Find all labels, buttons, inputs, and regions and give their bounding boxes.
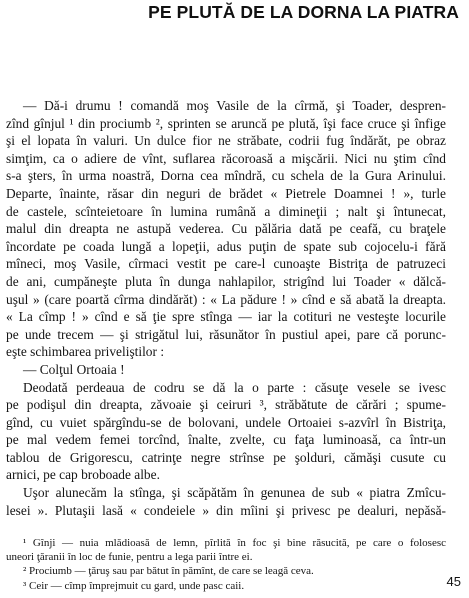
text-line: pe podişul din dreapta, zăvoaie şi ceiruri ³, străbătute de cărări ; spume- — [6, 397, 446, 413]
text-line: s-a şters, în urma noastră, Dorna cea mîndră, cu schela de la Gura Arinului. — [6, 168, 446, 184]
text-line: mîneci, moş Vasile, cîrmaci vestit pe care-l cunoaşte Bistriţa de patruzeci — [6, 256, 446, 272]
body-text — [6, 97, 446, 519]
footnote-line: uneori ţăranii în loc de funie, pentru a lega parii între ei. — [6, 551, 253, 564]
text-line: pe unde trecem — şi strigătul lui, răsunător în pustiul apei, pare că porunc- — [6, 326, 446, 342]
text-line: eşte schimbarea priveliştilor : — [6, 344, 165, 360]
text-line: lesei ». Plutaşii lasă « condeiele » din mîini şi privesc pe dealuri, nepăsă- — [6, 502, 446, 518]
text-line: pe mal vedem femei torcînd, înalte, zvelte, cu faţa luminoasă, ca într-un — [6, 432, 446, 448]
footnote-line: ¹ Gînji — nuia mlădioasă de lemn, pîrlită în foc şi bine răsucită, pe care o folosesc — [23, 537, 446, 549]
text-line: tablou de Grigorescu, catrinţe negre strînse pe şolduri, cămăşi cusute cu — [6, 449, 446, 465]
text-line: Departe, înainte, răsar din neguri de brădet « Pietrele Doamnei ! », turle — [6, 185, 446, 201]
text-line: malul din dreapta ne astupă vederea. Cu pălăria dată pe ceafă, cu braţele — [6, 221, 446, 237]
text-line: de castele, scînteietoare în lumina rumână a dimineţii ; nalt şi întunecat, — [6, 203, 446, 219]
page-number: 45 — [446, 574, 461, 589]
text-line: încordate pe coada lungă a lopeţii, adus puţin de spate sub cojocelu-i fără — [6, 238, 446, 254]
text-line: simţim, ca o adiere de vînt, suflarea răcoroasă a mişcării. Nici nu ştim cînd — [6, 150, 446, 166]
text-line: « La cîmp ! » cînd e să ţie spre stînga — iar la cotituri ne vesteşte locurile — [6, 309, 446, 325]
text-line: — Dă-i drumu ! comandă moş Vasile de la cîrmă, şi Toader, despren- — [23, 98, 446, 113]
text-line: Deodată perdeaua de codru se dă la o parte : căsuţe vesele se ivesc — [23, 379, 446, 395]
text-line: arnici, pe cap broboade albe. — [6, 467, 160, 483]
footnote-line: ³ Ceir — cîmp împrejmuit cu gard, unde pasc caii. — [23, 579, 245, 592]
text-line: de ani, cumpăneşte pluta în dunga nahlapilor, strigînd lui Toader « dălcă- — [6, 273, 446, 289]
text-line: uşul » (care poartă cîrma dindărăt) : « La pădure ! » cînd e să abată la dreapta. — [6, 291, 446, 307]
chapter-title: PE PLUTĂ DE LA DORNA LA PIATRA — [148, 2, 459, 22]
footnote-line: ² Prociumb — ţăruş sau par bătut în pămînt, de care se leagă ceva. — [23, 565, 314, 578]
text-line: — Colţul Ortoaia ! — [23, 361, 125, 377]
text-line: şi el lopata în valuri. Un dulce fior ne străbate, codrii fug îndărăt, pe obraz — [6, 133, 446, 149]
footnotes — [6, 536, 446, 593]
text-line: gînd, cu vuiet spărgîndu-se de bolovani, undele Ortoaiei s-azvîrl în Bistriţa, — [6, 414, 446, 430]
text-line: zînd gînjul ¹ din prociumb ², sprinten se aruncă pe plută, îşi face cruce şi înfige — [6, 115, 446, 131]
text-line: Uşor alunecăm la stînga, şi scăpătăm în genunea de sub « piatra Zmîcu- — [23, 485, 446, 501]
